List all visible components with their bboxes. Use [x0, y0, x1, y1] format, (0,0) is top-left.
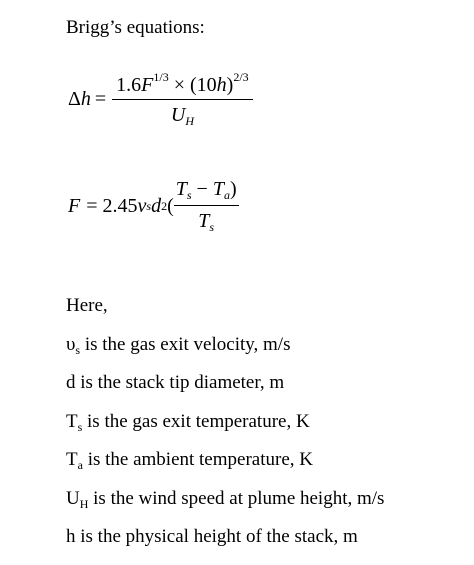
fraction-numerator: [112, 70, 253, 99]
height-symbol: h: [216, 74, 227, 96]
close-paren: ): [229, 178, 237, 200]
subscript: s: [146, 199, 152, 214]
exponent: 2/3: [233, 70, 249, 84]
heading: Brigg’s equations:: [66, 17, 205, 38]
definition-text: is the wind speed at plume height, m/s: [88, 487, 385, 509]
fraction-denominator: [171, 100, 194, 129]
subscript: a: [77, 458, 83, 472]
equals-coefficient: = 2.45: [86, 195, 138, 218]
open-paren: (: [167, 195, 174, 218]
definition-text: is the physical height of the stack, m: [75, 526, 358, 547]
subscript: s: [209, 220, 215, 235]
velocity-symbol: v: [137, 195, 147, 218]
definition-text: is the stack tip diameter, m: [75, 372, 285, 393]
definition-item: [66, 488, 384, 527]
temperature-symbol: T: [198, 210, 210, 233]
here-label: Here,: [66, 295, 108, 316]
equals-sign: =: [94, 88, 107, 111]
subscript: s: [75, 342, 81, 357]
exponent: 1/3: [153, 70, 169, 84]
buoyancy-flux-equation: [68, 178, 239, 235]
definition-item: [66, 449, 384, 488]
subscript: H: [185, 114, 194, 129]
exponent: 2: [161, 199, 168, 214]
buoyancy-flux-symbol: F: [141, 74, 154, 96]
definitions-list: [66, 295, 384, 565]
definition-text: is the gas exit velocity, m/s: [80, 333, 291, 355]
fraction-numerator: [174, 178, 239, 205]
definition-text: is the gas exit temperature, K: [82, 410, 310, 432]
definition-item: [66, 372, 384, 411]
definition-item: [66, 526, 384, 565]
plume-rise-fraction: [112, 70, 253, 129]
subscript: s: [186, 188, 192, 202]
subscript: a: [223, 188, 230, 202]
close-paren: ): [226, 74, 234, 96]
definition-item: [66, 411, 384, 450]
definition-text: is the ambient temperature, K: [82, 449, 313, 470]
symbol: T: [66, 410, 78, 432]
definition-item: [66, 334, 384, 373]
times-open: × (10: [168, 74, 217, 96]
subscript: H: [79, 496, 89, 511]
wind-speed-symbol: U: [170, 104, 186, 127]
plume-rise-equation: [68, 70, 253, 129]
temperature-symbol: T: [175, 178, 187, 200]
coefficient: 1.6: [116, 74, 142, 96]
plume-rise-variable: h: [80, 88, 91, 111]
symbol: U: [66, 487, 80, 509]
symbol: h: [66, 526, 76, 547]
fraction-denominator: [198, 206, 214, 235]
temperature-fraction: [174, 178, 239, 235]
temperature-symbol: T: [212, 178, 224, 200]
symbol: υ: [66, 333, 76, 355]
buoyancy-flux-symbol: F: [68, 195, 81, 218]
symbol: T: [66, 449, 78, 470]
minus-sign: −: [191, 178, 213, 200]
diameter-symbol: d: [151, 195, 162, 218]
symbol: d: [66, 372, 76, 393]
delta-symbol: Δ: [68, 88, 81, 111]
subscript: s: [77, 419, 83, 434]
